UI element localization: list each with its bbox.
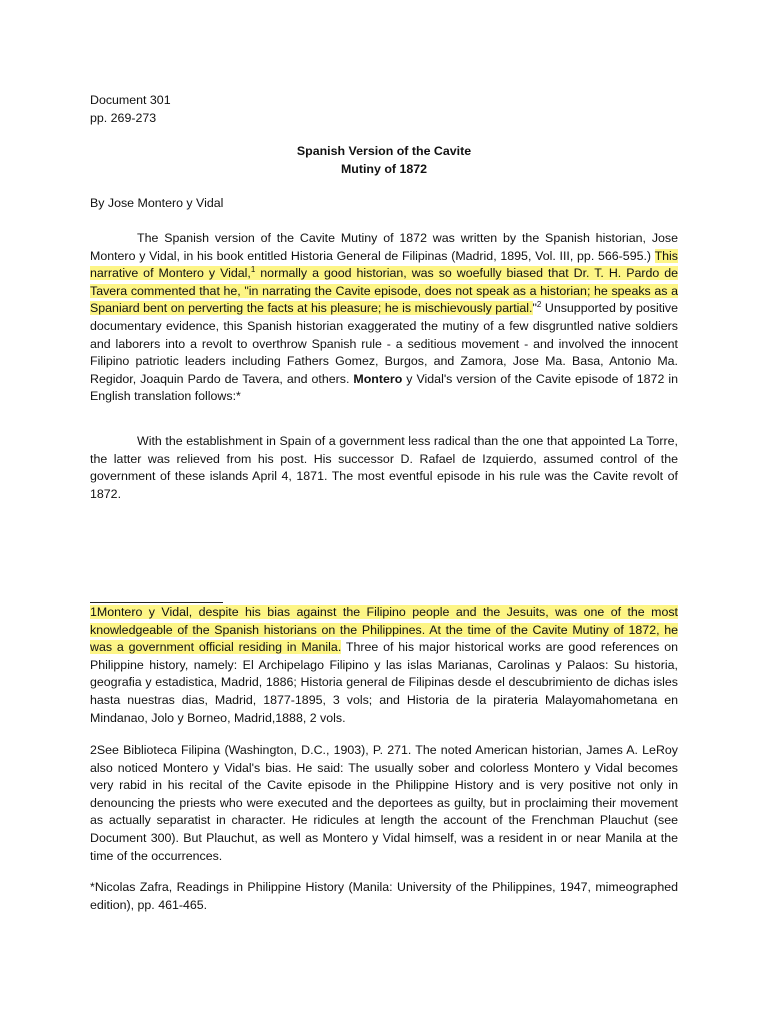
footnote-1-highlight: 1Montero y Vidal, despite his bias against the Filipino people and the Jesuits, was one of the most knowledgeable of the Spanish historians on the Philippines. At the time of the Cavite Mutiny of 1872, he was a government official residing in Manila. xyxy=(90,605,678,655)
document-number: Document 301 xyxy=(90,93,171,107)
highlight-text-1: This narrative of Montero y Vidal, xyxy=(90,248,678,281)
bold-montero: Montero xyxy=(353,371,403,386)
author-byline: By Jose Montero y Vidal xyxy=(90,196,224,210)
title-line-1: Spanish Version of the Cavite xyxy=(296,144,472,158)
document-title xyxy=(90,143,678,178)
footnote-divider xyxy=(90,602,223,603)
document-header xyxy=(90,92,171,127)
footnote-ref-2: 2 xyxy=(536,300,542,310)
intro-text-c: Unsupported by positive documentary evidence, this Spanish historian exaggerated the mutiny of a few disgruntled native soldiers and laborers into a revolt to overthrow Spanish rule - a seditious movement - and involved the innocent Filipino patriotic leaders including Fathers Gomez, Burgos, and Zamora, Jose Ma. Basa, Antonio Ma. Regidor, Joaquin Pardo de Tavera, and others. xyxy=(90,301,678,386)
intro-text-a: The Spanish version of the Cavite Mutiny of 1872 was written by the Spanish historian, Jose Montero y Vidal, in his book entitled Historia General de Filipinas (Madrid, 1895, Vol. III, pp. 566-595.) xyxy=(90,231,678,263)
title-line-2: Mutiny of 1872 xyxy=(340,161,428,176)
intro-text-d: y Vidal's version of the Cavite episode of 1872 in English translation follows:* xyxy=(90,371,678,404)
translation-paragraph: With the establishment in Spain of a government less radical than the one that appointed La Torre, the latter was relieved from his post. His successor D. Rafael de Izquierdo, assumed control of the government of these islands April 4, 1871. The most eventful episode in his rule was the Cavite revolt of 1872. xyxy=(90,434,678,501)
footnote-2: 2See Biblioteca Filipina (Washington, D.C., 1903), P. 271. The noted American historian, James A. LeRoy also noticed Montero y Vidal's bias. He said: The usually sober and colorless Montero y Vidal becomes very rabid in his recital of the Cavite episode in the Philippine History and is very positive not only in denouncing the priests who were executed and the deportees as guilty, but in proclaiming their movement as actually separatist in character. He ridicules at length the account of the Frenchman Plauchut (see Document 300). But Plauchut, as well as Montero y Vidal himself, was a resident in or near Manila at the time of the occurrences. xyxy=(90,743,678,863)
footnote-ref-1: 1 xyxy=(250,265,256,275)
intro-text-b: " xyxy=(532,301,537,316)
footnote-1 xyxy=(90,604,678,727)
intro-paragraph xyxy=(90,230,678,406)
document-pages: pp. 269-273 xyxy=(90,110,157,125)
footnote-3: *Nicolas Zafra, Readings in Philippine History (Manila: University of the Philippines, 1947, mimeographed edition), pp. 461-465. xyxy=(90,880,678,912)
highlight-text-2: normally a good historian, was so woefully biased that Dr. T. H. Pardo de Tavera commented that he, "in narrating the Cavite episode, does not speak as a historian; he speaks as a Spaniard bent on perverting the facts at his pleasure; he is mischievously partial. xyxy=(90,266,679,316)
footnote-1-text: Three of his major historical works are good references on Philippine history, namely: El Archipelago Filipino y las islas Marianas, Carolinas y Palaos: Su historia, geografia y estadistica, Madrid, 1886; Historia general de Filipinas desde el descubrimiento de dichas isles hasta nuestras dias, Madrid, 1877-1895, 3 vols; and Historia de la pirateria Malayomahometana en Mindanao, Jolo y Borneo, Madrid,1888, 2 vols. xyxy=(90,640,678,725)
